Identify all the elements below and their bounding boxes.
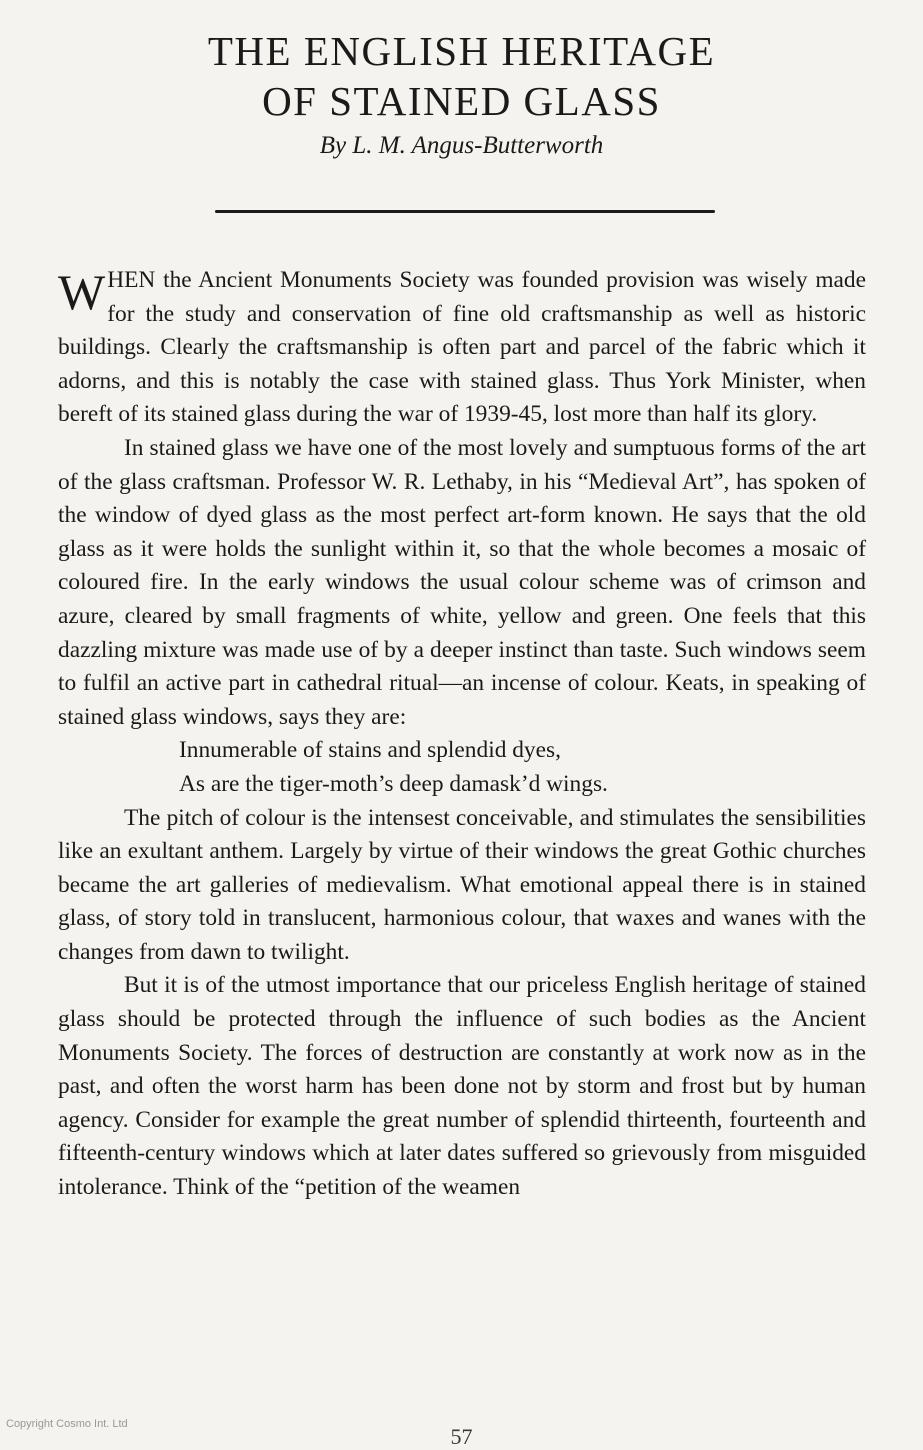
paragraph-2: In stained glass we have one of the most lovely and sumptuous forms of the art of the glass craftsman. Professor W. R. Lethaby, in his “Medieval Art”, has spoken of the window of dyed glass as the most perfect art-form known. He says that the old glass as it were holds the sunlight within it, so that the whole becomes a mosaic of coloured fire. In the early windows the usual colour scheme was of crimson and azure, cleared by small fragments of white, yellow and green. One feels that this dazzling mixture was made use of by a deeper instinct than taste. Such windows seem to fulfil an active part in cathedral ritual—an incense of colour. Keats, in speaking of stained glass windows, says they are: [58, 434, 866, 730]
article-body [58, 264, 866, 1205]
paragraph-1-text: HEN the Ancient Monuments Society was founded provision was wisely made for the study and conservation of fine old craftsmanship as well as historic buildings. Clearly the craftsmanship is often part and parcel of the fabric which it adorns, and this is notably the case with stained glass. Thus York Minister, when bereft of its stained glass during the war of 1939-45, lost more than half its glory. [58, 267, 866, 428]
article-title [0, 26, 923, 126]
paragraph-3: The pitch of colour is the intensest conceivable, and stimulates the sensibilities like an exultant anthem. Largely by virtue of their windows the great Gothic churches became the art galleries of medievalism. What emotional appeal there is in stained glass, of story told in translucent, harmonious colour, that waxes and wanes with the changes from dawn to twilight. [58, 804, 866, 965]
poem-line-2: As are the tiger-moth’s deep damask’d wings. [179, 770, 608, 797]
drop-cap: W [58, 264, 104, 320]
poem-line-1: Innumerable of stains and splendid dyes, [179, 737, 561, 764]
article-title-line-1: THE ENGLISH HERITAGE [207, 28, 716, 74]
copyright-watermark: Copyright Cosmo Int. Ltd [6, 1418, 128, 1430]
title-divider [215, 210, 715, 213]
page-number: 57 [450, 1424, 473, 1449]
article-title-line-2: OF STAINED GLASS [262, 78, 661, 124]
author-byline: By L. M. Angus-Butterworth [319, 132, 604, 159]
keats-quotation [58, 734, 866, 801]
paragraph-1 [58, 264, 866, 432]
paragraph-4: But it is of the utmost importance that our priceless English heritage of stained glass should be protected through the influence of such bodies as the Ancient Monuments Society. The forces of destruction are constantly at work now as in the past, and often the worst harm has been done not by storm and frost but by human agency. Consider for example the great number of splendid thirteenth, fourteenth and fifteenth-century windows which at later dates suffered so grievously from misguided intolerance. Think of the “petition of the weamen [58, 972, 866, 1201]
